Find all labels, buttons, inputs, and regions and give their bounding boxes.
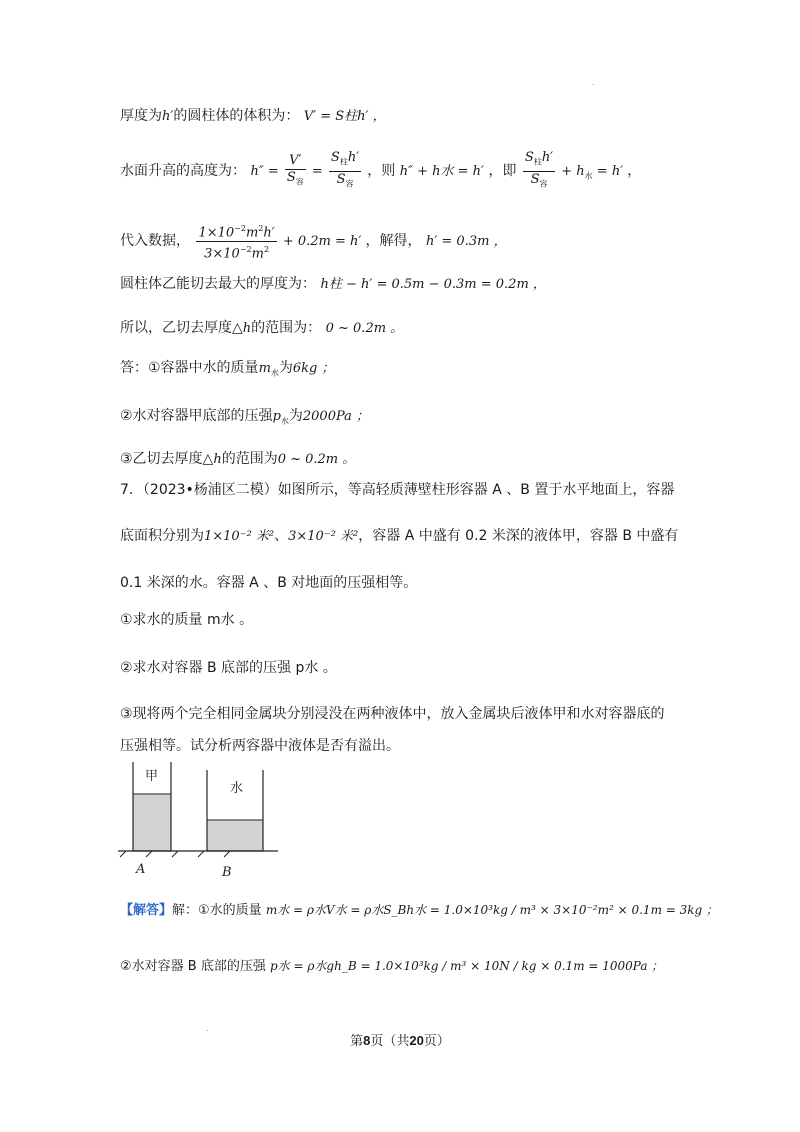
math-eq: 0 ~ 0.2m 。 — [325, 321, 404, 336]
text: ③乙切去厚度△ — [120, 451, 214, 467]
solution-line-2 — [120, 956, 663, 977]
text: 圆柱体乙能切去最大的厚度为： — [120, 276, 316, 292]
problem-7-sub-3-line-2: 压强相等。试分析两容器中液体是否有溢出。 — [120, 738, 400, 754]
line-water-rise — [120, 146, 641, 196]
math-frac-group: $\frac{1\times 10^{-2}m^2h'}{3\times 10^{-2}m^2}$ + 0.2m = h′ — [194, 234, 365, 249]
text: 的圆柱体的体积为： — [173, 108, 300, 124]
text: 页） — [423, 1034, 450, 1049]
fraction: $\frac{S_柱h'}{S_容}$ — [330, 150, 360, 189]
math-eq: h′ = 0.3m ， — [425, 234, 507, 249]
line-max-thickness — [120, 274, 546, 295]
text: ， — [627, 163, 642, 179]
line-range — [120, 318, 403, 339]
page-number: 8 — [363, 1033, 371, 1048]
text: 底面积分别为 — [120, 528, 204, 544]
text: 代入数据， — [120, 233, 190, 249]
page-footer — [0, 1030, 800, 1049]
text: 为 — [278, 360, 293, 376]
text: 厚度为 — [120, 108, 162, 124]
math-eq: 0 ~ 0.2m 。 — [277, 452, 356, 467]
line-answer-2 — [120, 406, 369, 432]
liquid-a — [133, 794, 171, 851]
label-a: A — [136, 862, 146, 877]
problem-7-line-2 — [120, 526, 678, 547]
math-eq: m水 = ρ水V水 = ρ水S_Bh水 = 1.0×10³kg / m³ × 3×10⁻²m² × 0.1m = 3kg ； — [265, 903, 719, 917]
math-eq: V′ = S柱h′ ， — [303, 109, 386, 124]
math-eq: 2000Pa ； — [302, 409, 370, 424]
math-eq: 1×10⁻² 米² — [204, 529, 275, 544]
label-liquid-a: 甲 — [145, 769, 159, 784]
text: 答：①容器中水的质量 — [120, 360, 259, 376]
text: 水面升高的高度为： — [120, 163, 246, 179]
line-answer-1 — [120, 358, 335, 384]
dot-mark: . — [592, 78, 595, 87]
math-eq: p水 = ρ水gh_B = 1.0×10³kg / m³ × 10N / kg × 0.1m = 1000Pa ； — [269, 959, 664, 973]
containers-figure — [118, 760, 278, 882]
text: 的范围为： — [251, 320, 322, 336]
math-eq: h柱 − h′ = 0.5m − 0.3m = 0.2m ， — [320, 277, 546, 292]
problem-7-line-1: 7．（2023•杨浦区二模）如图所示，等高轻质薄壁柱形容器 A 、B 置于水平地面上，容器 — [120, 482, 675, 498]
text: 所以，乙切去厚度△ — [120, 320, 243, 336]
text: ，则 — [367, 163, 396, 179]
text: ，即 — [488, 163, 517, 179]
math-var: h — [213, 452, 222, 467]
label-liquid-b: 水 — [230, 781, 244, 796]
dot-mark: . — [206, 1024, 209, 1033]
math-var: h′ — [162, 109, 174, 124]
math-var: h — [242, 321, 252, 336]
problem-7-sub-3-line-1: ③现将两个完全相同金属块分别浸没在两种液体中，放入金属块后液体甲和水对容器底的 — [120, 706, 665, 722]
math-frac-group: h″ = $\frac{V'}{S_容}$ = $\frac{S_柱h'}{S_容}$ — [250, 164, 367, 179]
solution-line-1 — [120, 900, 718, 921]
text: ，解得， — [365, 233, 422, 249]
fraction: $\frac{V'}{S_容}$ — [286, 152, 304, 187]
text: 第 — [350, 1034, 364, 1049]
text: ②水对容器 B 底部的压强 — [120, 959, 266, 974]
line-substitute — [120, 218, 507, 264]
math-eq: h″ + h水 = h′ — [399, 164, 484, 179]
math-var: $m_水$ — [258, 361, 279, 378]
text: 解：①水的质量 — [172, 903, 262, 918]
text: ②水对容器甲底部的压强 — [120, 408, 273, 424]
fraction: $\frac{S_柱h'}{S_容}$ — [524, 150, 554, 189]
text: 的范围为 — [221, 451, 278, 467]
label-b: B — [222, 865, 232, 880]
problem-7-sub-1: ①求水的质量 m水 。 — [120, 612, 254, 628]
ground-hatch — [120, 851, 230, 857]
math-eq: 6kg ； — [292, 361, 335, 376]
text: 、 — [274, 528, 289, 544]
math-frac-group: $\frac{S_柱h'}{S_容}$ + $h_水 = h'$ — [521, 164, 627, 179]
math-var: $p_水$ — [272, 409, 289, 426]
liquid-b — [207, 820, 263, 851]
page-total: 20 — [409, 1033, 424, 1048]
problem-7-sub-2: ②求水对容器 B 底部的压强 p水 。 — [120, 660, 337, 676]
solution-tag: 【解答】 — [120, 903, 173, 918]
text: 为 — [288, 408, 303, 424]
math-eq: 3×10⁻² 米² — [288, 529, 359, 544]
fraction: $\frac{1\times 10^{-2}m^2h'}{3\times 10^{-2}m^2}$ — [196, 221, 276, 263]
line-cylinder-volume — [120, 106, 386, 127]
text: 页（共 — [370, 1034, 410, 1049]
line-answer-3 — [120, 449, 355, 470]
text: ，容器 A 中盛有 0.2 米深的液体甲，容器 B 中盛有 — [358, 528, 679, 544]
problem-7-line-3: 0.1 米深的水。容器 A 、B 对地面的压强相等。 — [120, 575, 418, 591]
